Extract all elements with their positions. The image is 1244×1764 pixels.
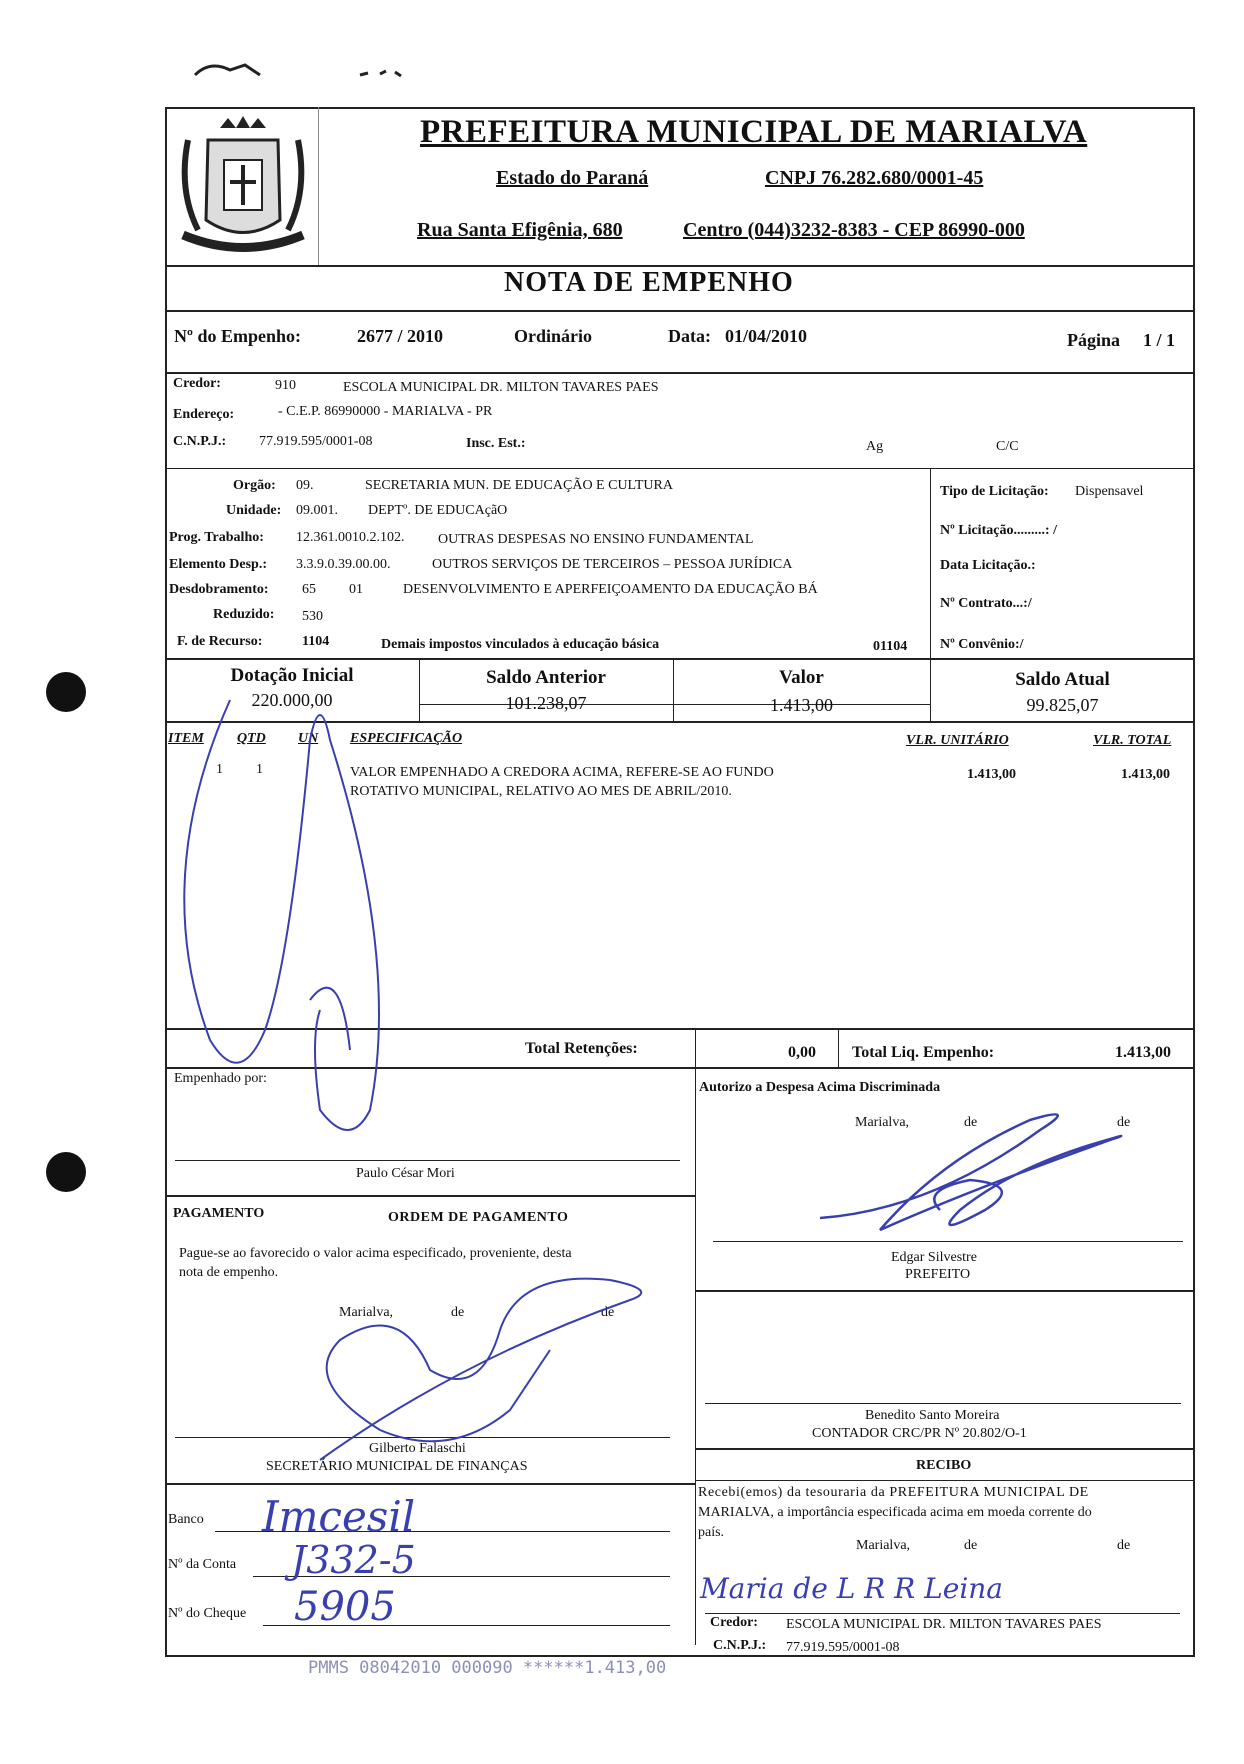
- saldo-atual-value: 99.825,07: [1026, 695, 1099, 715]
- cnpj-header: CNPJ 76.282.680/0001-45: [765, 167, 984, 189]
- recibo-de1: de: [964, 1538, 978, 1553]
- tipo-licitacao-label: Tipo de Licitação:: [940, 484, 1049, 499]
- insc-label: Insc. Est.:: [466, 436, 526, 451]
- autorizo-de2: de: [1117, 1115, 1131, 1130]
- pagamento-role: SECRETÁRIO MUNICIPAL DE FINANÇAS: [266, 1459, 528, 1474]
- address-street: Rua Santa Efigênia, 680: [417, 219, 623, 241]
- contador-role: CONTADOR CRC/PR Nº 20.802/O-1: [812, 1426, 1027, 1441]
- empenhado-signer: Paulo César Mori: [356, 1166, 455, 1181]
- state-label: Estado do Paraná: [496, 167, 649, 189]
- n-convenio-label: Nº Convênio:/: [940, 637, 1024, 652]
- item-qtd: 1: [256, 762, 263, 777]
- col-qtd: QTD: [237, 731, 266, 746]
- pagamento-de1: de: [451, 1305, 465, 1320]
- pagamento-text-line2: nota de empenho.: [179, 1265, 279, 1280]
- pagamento-signer: Gilberto Falaschi: [369, 1441, 466, 1456]
- recibo-credor-name: ESCOLA MUNICIPAL DR. MILTON TAVARES PAES: [786, 1617, 1102, 1632]
- valor-label: Valor: [779, 667, 824, 688]
- punch-hole-top: [46, 672, 86, 712]
- ordem-pagamento-label: ORDEM DE PAGAMENTO: [388, 1210, 569, 1225]
- total-liq-label: Total Liq. Empenho:: [852, 1044, 995, 1061]
- desdobramento-code1: 65: [302, 582, 316, 597]
- credor-name: ESCOLA MUNICIPAL DR. MILTON TAVARES PAES: [343, 380, 659, 395]
- valor-value: 1.413,00: [770, 695, 833, 715]
- dotacao-label: Dotação Inicial: [230, 665, 354, 686]
- endereco-value: - C.E.P. 86990000 - MARIALVA - PR: [278, 404, 493, 419]
- autorizo-label: Autorizo a Despesa Acima Discriminada: [699, 1080, 941, 1095]
- banco-value: Imcesil: [262, 1492, 416, 1541]
- pagamento-label: PAGAMENTO: [173, 1206, 265, 1221]
- conta-value: J332-5: [291, 1538, 416, 1582]
- recibo-text-line3: país.: [698, 1525, 725, 1540]
- n-licitacao-label: Nº Licitação.........: /: [940, 523, 1057, 538]
- autorizo-role: PREFEITO: [905, 1267, 971, 1282]
- recibo-text-line2: MARIALVA, a importância especificada acima em moeda corrente do: [698, 1505, 1092, 1520]
- date-label: Data:: [668, 326, 711, 346]
- reduzido-label: Reduzido:: [213, 607, 275, 622]
- empenhado-label: Empenhado por:: [174, 1071, 267, 1086]
- payment-stamp: PMMS 08042010 000090 ******1.413,00: [308, 1658, 667, 1678]
- empenho-label: Nº do Empenho:: [174, 326, 301, 346]
- recibo-signature: Maria de L R R Leina: [700, 1572, 1003, 1605]
- desdobramento-label: Desdobramento:: [169, 582, 269, 597]
- autorizo-signer: Edgar Silvestre: [891, 1250, 977, 1265]
- item-unit-value: 1.413,00: [967, 767, 1016, 782]
- item-spec-line1: VALOR EMPENHADO A CREDORA ACIMA, REFERE-SE AO FUNDO: [350, 765, 774, 780]
- col-item: ITEM: [168, 731, 204, 746]
- recibo-cnpj: 77.919.595/0001-08: [786, 1640, 900, 1655]
- elemento-name: OUTROS SERVIÇOS DE TERCEIROS – PESSOA JURÍDICA: [432, 557, 793, 572]
- saldo-atual-label: Saldo Atual: [1015, 669, 1110, 690]
- banco-label: Banco: [168, 1512, 204, 1527]
- desdobramento-name: DESENVOLVIMENTO E APERFEIÇOAMENTO DA EDUCAÇÃO BÁ: [403, 582, 818, 597]
- col-vlr-total: VLR. TOTAL: [1093, 733, 1172, 748]
- retencoes-value: 0,00: [788, 1044, 816, 1061]
- page-label: Página: [1067, 330, 1121, 350]
- n-contrato-label: Nº Contrato...:/: [940, 596, 1032, 611]
- autorizo-de1: de: [964, 1115, 978, 1130]
- credor-code: 910: [275, 378, 296, 393]
- col-especificacao: ESPECIFICAÇÃO: [350, 731, 463, 746]
- signature-paulo-cesar-mori: [170, 680, 490, 1200]
- saldo-anterior-label: Saldo Anterior: [486, 667, 606, 688]
- saldo-anterior-value: 101.238,07: [505, 693, 587, 713]
- orgao-name: SECRETARIA MUN. DE EDUCAÇÃO E CULTURA: [365, 478, 673, 493]
- col-un: UN: [298, 731, 319, 746]
- punch-hole-bottom: [46, 1152, 86, 1192]
- document-title: NOTA DE EMPENHO: [504, 267, 794, 298]
- conta-label: Nº da Conta: [168, 1557, 237, 1572]
- retencoes-label: Total Retenções:: [525, 1040, 638, 1057]
- unidade-label: Unidade:: [226, 503, 282, 518]
- endereco-label: Endereço:: [173, 407, 235, 422]
- pagamento-place: Marialva,: [339, 1305, 394, 1320]
- recibo-text-line1: Recebi(emos) da tesouraria da PREFEITURA MUNICIPAL DE: [698, 1485, 1089, 1500]
- municipality-title: PREFEITURA MUNICIPAL DE MARIALVA: [420, 114, 1088, 150]
- recibo-cnpj-label: C.N.P.J.:: [713, 1638, 767, 1653]
- recurso-number: 01104: [873, 639, 908, 654]
- recibo-de2: de: [1117, 1538, 1131, 1553]
- scan-mark: [190, 50, 430, 90]
- item-spec-line2: ROTATIVO MUNICIPAL, RELATIVO AO MES DE ABRIL/2010.: [350, 784, 732, 799]
- data-licitacao-label: Data Licitação.:: [940, 558, 1036, 573]
- orgao-label: Orgão:: [233, 478, 276, 493]
- credor-cnpj-label: C.N.P.J.:: [173, 434, 227, 449]
- recurso-label: F. de Recurso:: [177, 634, 263, 649]
- cheque-label: Nº do Cheque: [168, 1606, 247, 1621]
- credor-cnpj: 77.919.595/0001-08: [259, 434, 373, 449]
- coat-of-arms-logo: [168, 110, 318, 262]
- desdobramento-code2: 01: [349, 582, 363, 597]
- contador-signer: Benedito Santo Moreira: [865, 1408, 1000, 1423]
- prog-label: Prog. Trabalho:: [169, 530, 264, 545]
- tipo-licitacao-value: Dispensavel: [1075, 484, 1144, 499]
- prog-name: OUTRAS DESPESAS NO ENSINO FUNDAMENTAL: [438, 532, 754, 547]
- item-total-value: 1.413,00: [1121, 767, 1170, 782]
- unidade-name: DEPTº. DE EDUCAçãO: [368, 503, 508, 518]
- pagamento-text-line1: Pague-se ao favorecido o valor acima especificado, proveniente, desta: [179, 1246, 572, 1261]
- recurso-name: Demais impostos vinculados à educação básica: [381, 637, 660, 652]
- dotacao-value: 220.000,00: [251, 690, 333, 710]
- address-rest: Centro (044)3232-8383 - CEP 86990-000: [683, 219, 1025, 241]
- recibo-title: RECIBO: [916, 1458, 972, 1473]
- recibo-place: Marialva,: [856, 1538, 911, 1553]
- ag-label: Ag: [866, 439, 884, 454]
- prog-code: 12.361.0010.2.102.: [296, 530, 405, 545]
- page-number: 1 / 1: [1143, 330, 1176, 350]
- empenho-number: 2677 / 2010: [357, 326, 444, 346]
- cheque-value: 5905: [294, 1584, 396, 1630]
- col-vlr-unitario: VLR. UNITÁRIO: [906, 733, 1009, 748]
- elemento-label: Elemento Desp.:: [169, 557, 267, 572]
- empenho-date: 01/04/2010: [725, 326, 808, 346]
- unidade-code: 09.001.: [296, 503, 338, 518]
- signature-edgar-silvestre: [810, 1100, 1140, 1250]
- signature-gilberto-falaschi: [280, 1260, 660, 1470]
- cc-label: C/C: [996, 439, 1019, 454]
- empenho-type: Ordinário: [514, 326, 593, 346]
- recurso-code: 1104: [302, 634, 330, 649]
- total-liq-value: 1.413,00: [1115, 1044, 1171, 1061]
- autorizo-place: Marialva,: [855, 1115, 910, 1130]
- recibo-credor-label: Credor:: [710, 1615, 758, 1630]
- reduzido-value: 530: [302, 609, 323, 624]
- pagamento-de2: de: [601, 1305, 615, 1320]
- elemento-code: 3.3.9.0.39.00.00.: [296, 557, 391, 572]
- orgao-code: 09.: [296, 478, 314, 493]
- item-number: 1: [216, 762, 223, 777]
- credor-label: Credor:: [173, 376, 221, 391]
